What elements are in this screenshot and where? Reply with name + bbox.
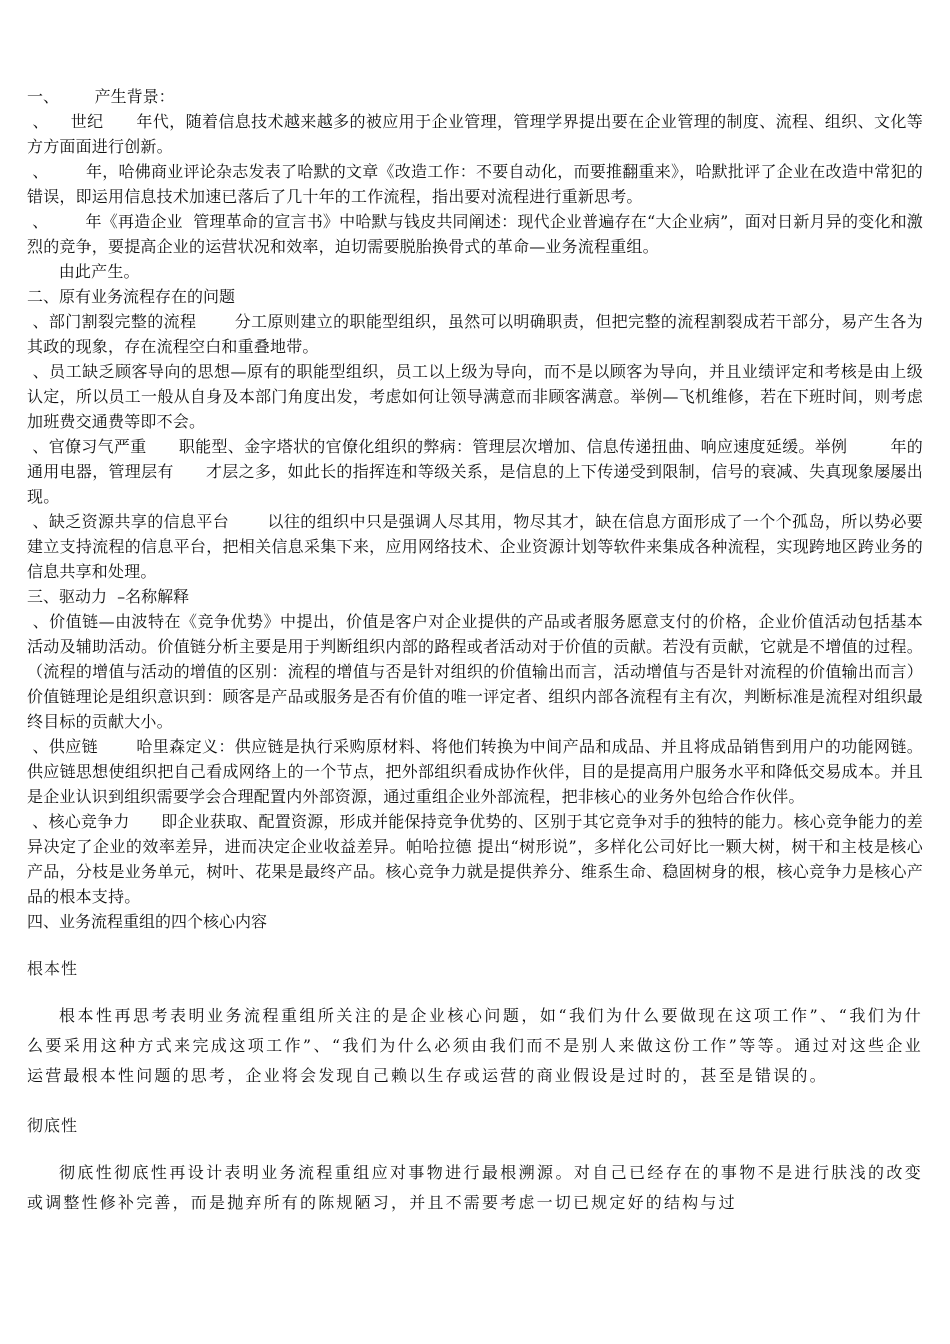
spacer <box>27 1091 923 1113</box>
section-1-paragraph-2: 、 年，哈佛商业评论杂志发表了哈默的文章《改造工作：不要自动化，而要推翻重来》，哈默批评了企业在改造中常犯的错误，即运用信息技术加速已落后了几十年的工作流程，指出要对流程进行重新思考。 <box>27 162 923 206</box>
section-3-paragraph-3: 、核心竞争力 即企业获取、配置资源，形成并能保持竞争优势的、区别于其它竞争对手的独特的能力。核心竞争能力的差异决定了企业的效率差异，进而决定企业收益差异。帕哈拉德 提出“树形说”，多样化公司好比一颗大树，树干和主枝是核心产品，分枝是业务单元，树叶、花果是最终产品。核心竞争力就是提供养分、维系生命、稳固树身的根，核心竞争力是核心产品的根本支持。 <box>27 812 923 906</box>
section-2-paragraph-3: 、官僚习气严重 职能型、金字塔状的官僚化组织的弊病：管理层次增加、信息传递扭曲、响应速度延缓。举例 年的通用电器，管理层有 才层之多，如此长的指挥连和等级关系，是信息的上下传递受到限制，信号的衰减、失真现象屡屡出现。 <box>27 437 923 506</box>
subsection-body-thorough: 彻底性彻底性再设计表明业务流程重组应对事物进行最根溯源。对自己已经存在的事物不是进行肤浅的改变或调整性修补完善，而是抛弃所有的陈规陋习，并且不需要考虑一切已规定好的结构与过 <box>27 1163 923 1212</box>
section-1-paragraph-3: 、 年《再造企业 管理革命的宣言书》中哈默与钱皮共同阐述：现代企业普遍存在“大企业病”，面对日新月异的变化和激烈的竞争，要提高企业的运营状况和效率，迫切需要脱胎换骨式的革命—业务流程重组。 <box>27 212 923 256</box>
section-3-heading: 三、驱动力 –名称解释 <box>27 587 190 606</box>
subsection-title-thorough: 彻底性 <box>27 1116 79 1135</box>
section-4-heading: 四、业务流程重组的四个核心内容 <box>27 912 268 931</box>
document-page <box>27 84 923 1218</box>
section-1-heading: 一、 产生背景： <box>27 87 175 106</box>
subsection-body-fundamental: 根本性再思考表明业务流程重组所关注的是企业核心问题，如“我们为什么要做现在这项工作”、“我们为什么要采用这种方式来完成这项工作”、“我们为什么必须由我们而不是别人来做这份工作”等等。通过对这些企业运营最根本性问题的思考，企业将会发现自己赖以生存或运营的商业假设是过时的，甚至是错误的。 <box>27 1006 923 1085</box>
section-1-paragraph-4: 由此产生。 <box>27 262 140 281</box>
section-2-heading: 二、原有业务流程存在的问题 <box>27 287 236 306</box>
section-2-paragraph-1: 、部门割裂完整的流程 分工原则建立的职能型组织，虽然可以明确职责，但把完整的流程割裂成若干部分，易产生各为其政的现象，存在流程空白和重叠地带。 <box>27 312 923 356</box>
section-2-paragraph-2: 、员工缺乏顾客导向的思想—原有的职能型组织，员工以上级为导向，而不是以顾客为导向，并且业绩评定和考核是由上级认定，所以员工一般从自身及本部门角度出发，考虑如何让领导满意而非顾客满意。举例—飞机维修，若在下班时间，则考虑加班费交通费等即不会。 <box>27 362 923 431</box>
section-1-paragraph-1: 、 世纪 年代，随着信息技术越来越多的被应用于企业管理，管理学界提出要在企业管理的制度、流程、组织、文化等方方面面进行创新。 <box>27 112 923 156</box>
spacer <box>27 981 923 1001</box>
spacer <box>27 1138 923 1158</box>
spacer <box>27 934 923 956</box>
subsection-title-fundamental: 根本性 <box>27 959 79 978</box>
section-2-paragraph-4: 、缺乏资源共享的信息平台 以往的组织中只是强调人尽其用，物尽其才，缺在信息方面形成了一个个孤岛，所以势必要建立支持流程的信息平台，把相关信息采集下来，应用网络技术、企业资源计划等软件来集成各种流程，实现跨地区跨业务的信息共享和处理。 <box>27 512 923 581</box>
section-3-paragraph-1: 、价值链—由波特在《竞争优势》中提出，价值是客户对企业提供的产品或者服务愿意支付的价格，企业价值活动包括基本活动及辅助活动。价值链分析主要是用于判断组织内部的路程或者活动对于价值的贡献。若没有贡献，它就是不增值的过程。（流程的增值与活动的增值的区别：流程的增值与否是针对组织的价值输出而言，活动增值与否是针对流程的价值输出而言）价值链理论是组织意识到：顾客是产品或服务是否有价值的唯一评定者、组织内部各流程有主有次，判断标准是流程对组织最终目标的贡献大小。 <box>27 612 923 731</box>
section-3-paragraph-2: 、供应链 哈里森定义：供应链是执行采购原材料、将他们转换为中间产品和成品、并且将成品销售到用户的功能网链。供应链思想使组织把自己看成网络上的一个节点，把外部组织看成协作伙伴，目的是提高用户服务水平和降低交易成本。并且是企业认识到组织需要学会合理配置内外部资源，通过重组企业外部流程，把非核心的业务外包给合作伙伴。 <box>27 737 923 806</box>
